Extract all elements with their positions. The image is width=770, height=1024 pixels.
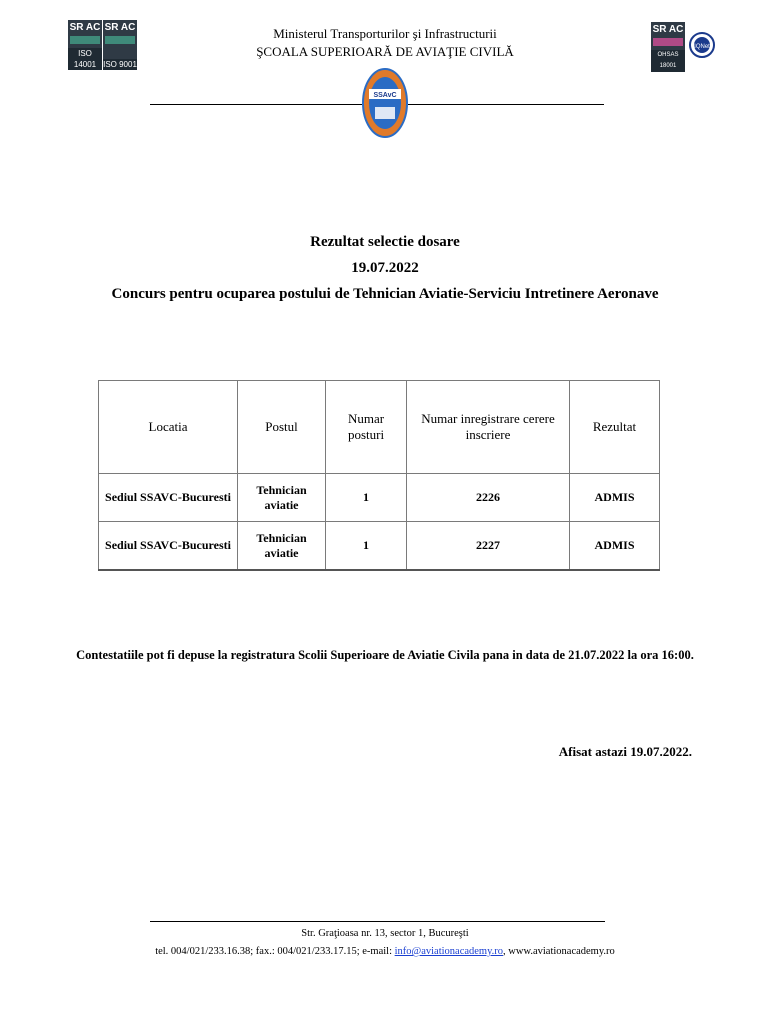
cell-numar-posturi: 1 xyxy=(326,522,407,571)
footer-address: Str. Graţioasa nr. 13, sector 1, Bucureşti xyxy=(301,928,469,939)
iqnet-logo-text: IQNet xyxy=(694,44,710,50)
document-title: Rezultat selectie dosare xyxy=(310,234,460,250)
logo-standard: OHSAS 18001 xyxy=(651,50,685,72)
footer-email-link[interactable]: info@aviationacademy.ro xyxy=(394,946,504,957)
cell-rezultat: ADMIS xyxy=(570,474,660,522)
logo-brand: SR AC xyxy=(104,22,136,33)
appeals-notice: Contestatiile pot fi depuse la registratura Scolii Superioare de Aviatie Civila pana in data de 21.07.2022 la ora 16:00. xyxy=(76,648,694,662)
logo-standard: ISO 9001 xyxy=(103,60,137,69)
header-locatia: Locatia xyxy=(99,381,238,474)
footer-website: , www.aviationacademy.ro xyxy=(503,946,615,957)
table-header-row xyxy=(99,381,660,474)
cell-numar-inregistrare: 2226 xyxy=(407,474,570,522)
logo-standard: ISO 14001 xyxy=(68,48,102,70)
footer-contact xyxy=(0,946,770,957)
logo-brand: SR AC xyxy=(652,24,684,35)
posted-date: Afisat astazi 19.07.2022. xyxy=(558,744,692,759)
cell-locatia: Sediul SSAVC-Bucuresti xyxy=(99,474,238,522)
cell-rezultat: ADMIS xyxy=(570,522,660,571)
ministry-name: Ministerul Transporturilor şi Infrastructurii xyxy=(273,26,497,41)
table-row xyxy=(99,522,660,571)
school-name: ŞCOALA SUPERIOARĂ DE AVIAŢIE CIVILĂ xyxy=(256,44,514,59)
ssavc-emblem xyxy=(361,67,409,139)
cell-postul: Tehnician aviatie xyxy=(238,522,326,571)
footer-phone-fax: tel. 004/021/233.16.38; fax.: 004/021/233.17.15; e-mail: xyxy=(155,946,395,957)
document-date: 19.07.2022 xyxy=(351,260,419,276)
cell-numar-inregistrare: 2227 xyxy=(407,522,570,571)
competition-title: Concurs pentru ocuparea postului de Tehnician Aviatie-Serviciu Intretinere Aeronave xyxy=(111,286,659,302)
emblem-text: SSAvC xyxy=(373,92,397,99)
header-rezultat: Rezultat xyxy=(570,381,660,474)
header-rule-right xyxy=(408,104,604,105)
cell-locatia: Sediul SSAVC-Bucuresti xyxy=(99,522,238,571)
logo-brand: SR AC xyxy=(69,22,101,33)
header-numar-posturi: Numar posturi xyxy=(326,381,407,474)
header-rule-left xyxy=(150,104,362,105)
cell-numar-posturi: 1 xyxy=(326,474,407,522)
header-numar-inregistrare: Numar inregistrare cerere inscriere xyxy=(407,381,570,474)
table-row xyxy=(99,474,660,522)
cell-postul: Tehnician aviatie xyxy=(238,474,326,522)
footer-rule xyxy=(150,921,605,922)
header-postul: Postul xyxy=(238,381,326,474)
results-table xyxy=(98,380,660,571)
